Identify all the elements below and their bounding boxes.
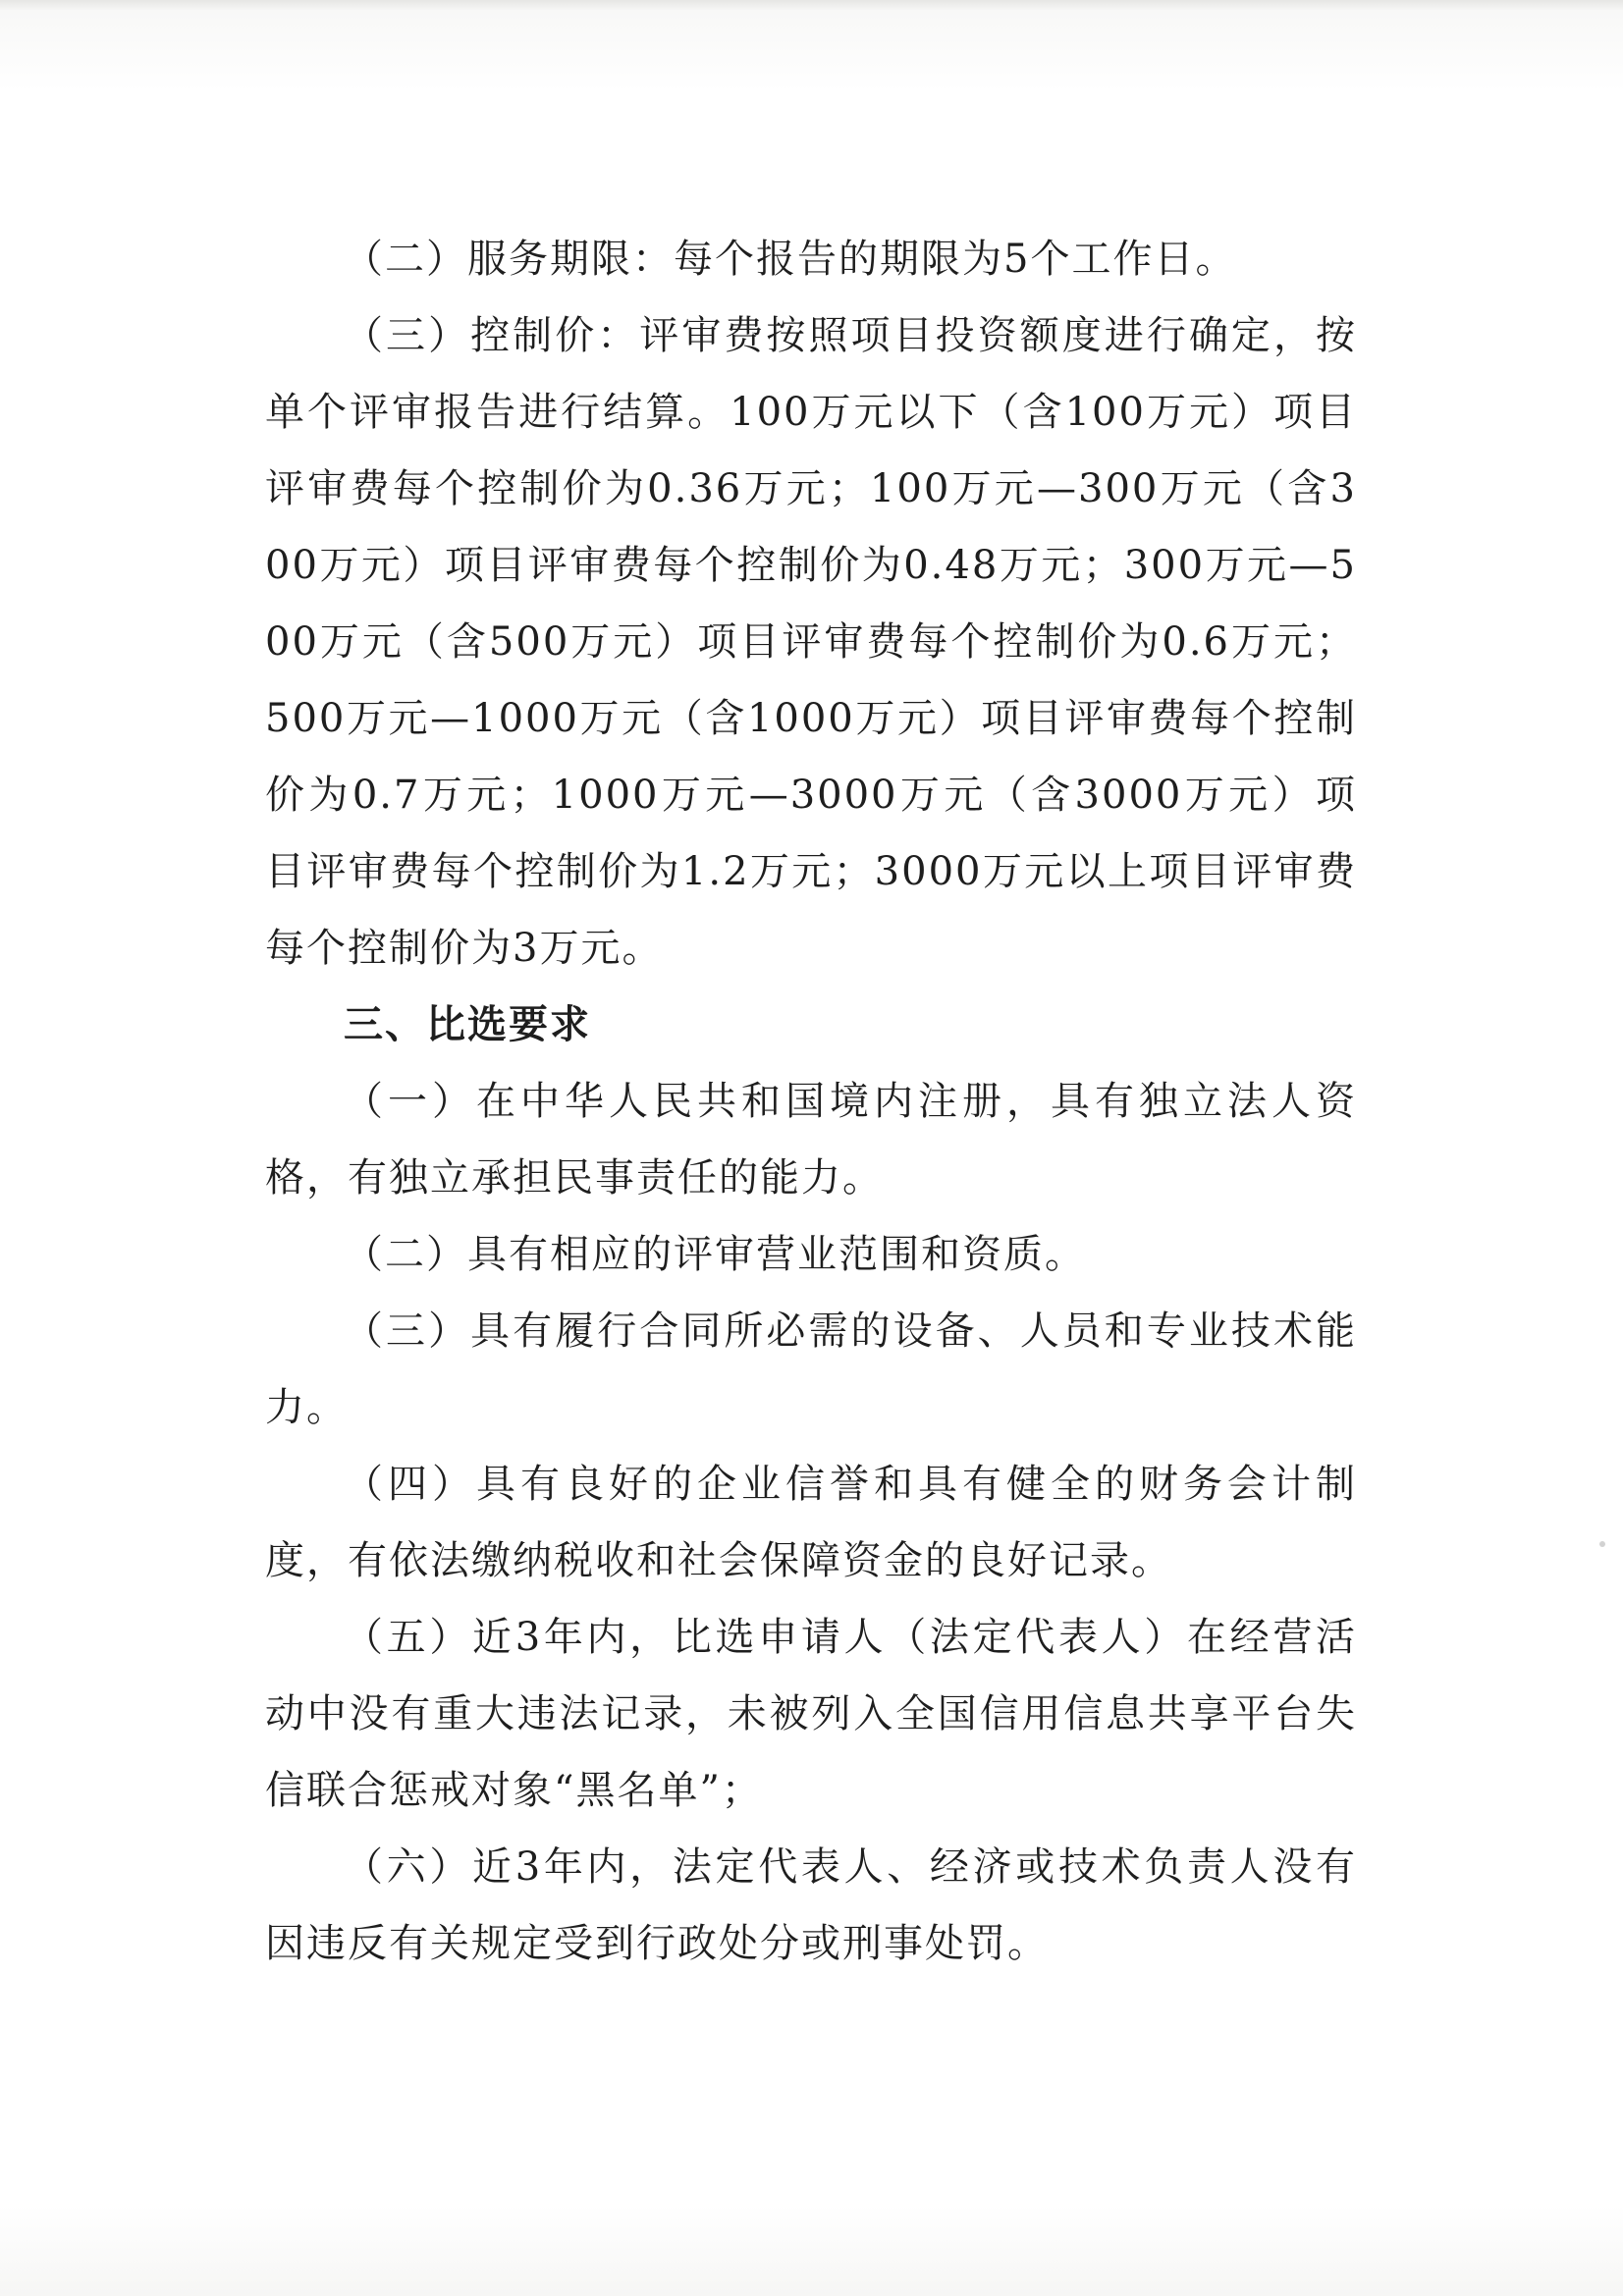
requirement-item-5: （五）近3年内，比选申请人（法定代表人）在经营活动中没有重大违法记录，未被列入全国信用信息共享平台失信联合惩戒对象“黑名单”；: [265, 1615, 1357, 1813]
requirement-item-6: （六）近3年内，法定代表人、经济或技术负责人没有因违反有关规定受到行政处分或刑事处罚。: [265, 1844, 1357, 1966]
requirement-item-2: （二）具有相应的评审营业范围和资质。: [344, 1232, 1086, 1277]
section-heading-selection-requirements: 三、比选要求: [344, 1002, 591, 1047]
document-body: [265, 221, 1357, 1982]
requirement-item-1: （一）在中华人民共和国境内注册，具有独立法人资格，有独立承担民事责任的能力。: [265, 1079, 1357, 1201]
requirement-item-4: （四）具有良好的企业信誉和具有健全的财务会计制度，有依法缴纳税收和社会保障资金的良好记录。: [265, 1462, 1357, 1583]
paragraph-service-period: （二）服务期限：每个报告的期限为5个工作日。: [344, 237, 1237, 282]
scan-top-edge: [0, 0, 1623, 10]
paragraph-control-price: （三）控制价：评审费按照项目投资额度进行确定，按单个评审报告进行结算。100万元以下（含100万元）项目评审费每个控制价为0.36万元；100万元—300万元（含300万元）项目评审费每个控制价为0.48万元；300万元—500万元（含500万元）项目评审费每个控制价为0.6万元；500万元—1000万元（含1000万元）项目评审费每个控制价为0.7万元；1000万元—3000万元（含3000万元）项目评审费每个控制价为1.2万元；3000万元以上项目评审费每个控制价为3万元。: [265, 313, 1357, 971]
requirement-item-3: （三）具有履行合同所必需的设备、人员和专业技术能力。: [265, 1308, 1357, 1430]
scan-speck: [1599, 1541, 1605, 1547]
